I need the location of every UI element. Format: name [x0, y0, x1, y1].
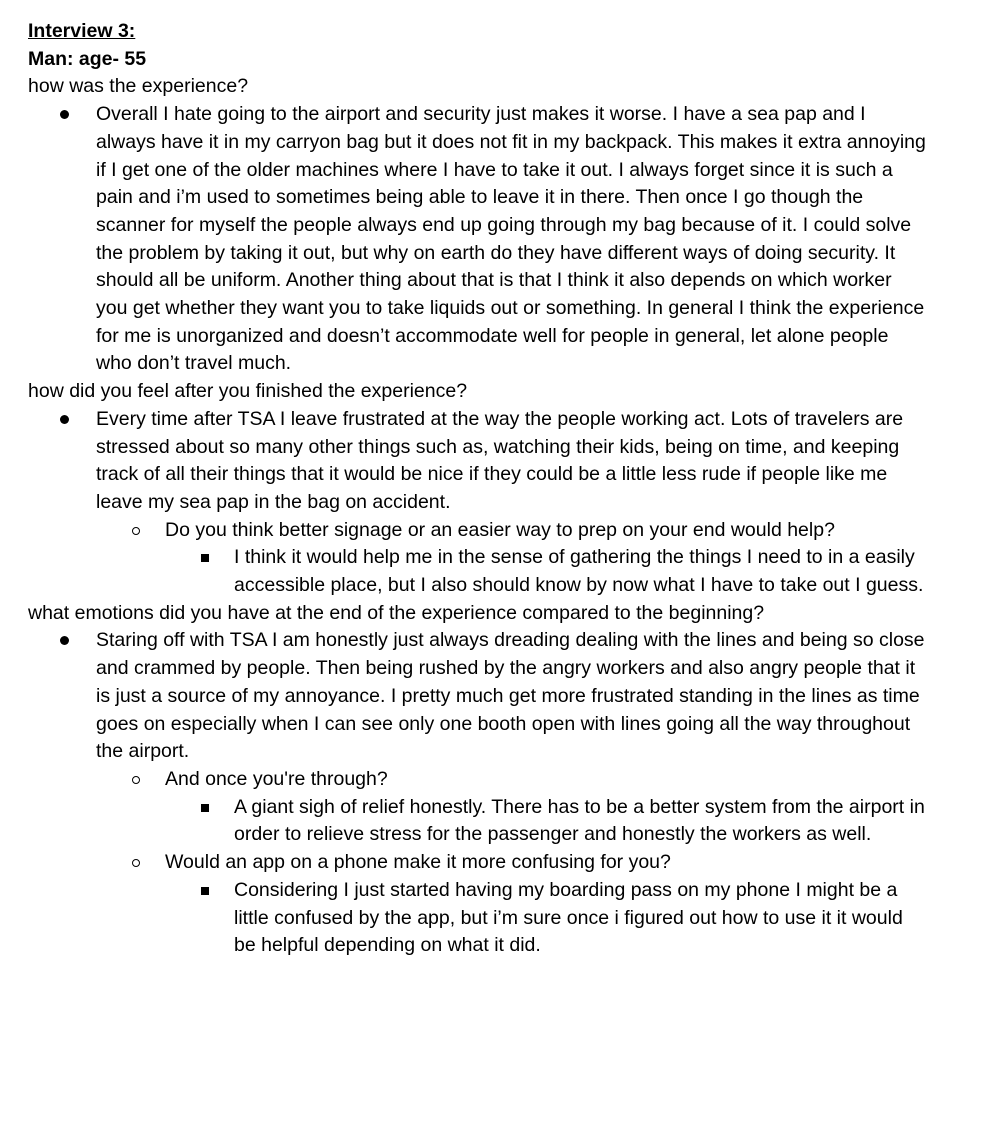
- square-bullet-icon: [201, 544, 211, 572]
- answer-item: [28, 101, 928, 378]
- filled-bullet-icon: [60, 406, 70, 434]
- square-bullet-icon: [201, 877, 211, 905]
- answer-list: [28, 101, 928, 378]
- followup-answer-item: [165, 794, 928, 849]
- followup-list: [96, 766, 928, 960]
- answer-text: Every time after TSA I leave frustrated at the way the people working act. Lots of travelers are stressed about so many other things such as, watching their kids, being on time, and keeping track of all their things that it would be nice if they could be a little less rude if people like me leave my sea pap in the bag on accident.: [96, 407, 904, 513]
- answer-list: [28, 627, 928, 959]
- followup-answer-list: [165, 544, 928, 599]
- followup-answer-list: [165, 877, 928, 960]
- followup-list: [96, 517, 928, 600]
- answer-text: Staring off with TSA I am honestly just always dreading dealing with the lines and being so close and crammed by people. Then being rushed by the angry workers and also angry people that it is just a source of my annoyance. I pretty much get more frustrated standing in the lines as time goes on especially when I can see only one booth open with lines going all the way throughout the airport.: [96, 629, 925, 763]
- filled-bullet-icon: [60, 101, 70, 129]
- followup-item: [96, 517, 928, 600]
- hollow-bullet-icon: [132, 766, 142, 794]
- followup-answer: Considering I just started having my boarding pass on my phone I might be a little confused by the app, but i’m sure once i figured out how to use it it would be helpful depending on what it did.: [234, 878, 903, 957]
- followup-item: [96, 766, 928, 849]
- section-question: how did you feel after you finished the experience?: [28, 380, 468, 403]
- document-page: [28, 18, 928, 960]
- answer-text: Overall I hate going to the airport and security just makes it worse. I have a sea pap and I always have it in my carryon bag but it does not fit in my backpack. This makes it extra annoying if I get one of the older machines where I have to take it out. I always forget since it is such a pain and i’m used to sometimes being able to leave it in there. Then once I go though the scanner for myself the people always end up going through my bag because of it. I could solve the problem by taking it out, but why on earth do they have different ways of doing security. It should all be uniform. Another thing about that is that I think it also depends on which worker you get whether they want you to take liquids out or something. In general I think the experience for me is unorganized and doesn’t accommodate well for people in general, let alone people who don’t travel much.: [96, 103, 926, 375]
- document-title: Interview 3:: [28, 20, 136, 42]
- followup-answer: I think it would help me in the sense of gathering the things I need to in a easily accessible place, but I also should know by now what I have to take out I guess.: [234, 546, 924, 597]
- hollow-bullet-icon: [132, 849, 142, 877]
- followup-answer-item: [165, 877, 928, 960]
- square-bullet-icon: [201, 794, 211, 822]
- answer-item: [28, 627, 928, 959]
- answer-item: [28, 406, 928, 600]
- followup-answer-item: [165, 544, 928, 599]
- section-question: what emotions did you have at the end of the experience compared to the beginning?: [28, 601, 765, 624]
- hollow-bullet-icon: [132, 517, 142, 545]
- followup-answer-list: [165, 794, 928, 849]
- answer-list: [28, 406, 928, 600]
- section-question: how was the experience?: [28, 75, 249, 98]
- interviewee-label: Man: age- 55: [28, 47, 147, 70]
- filled-bullet-icon: [60, 627, 70, 655]
- followup-answer: A giant sigh of relief honestly. There has to be a better system from the airport in order to relieve stress for the passenger and honestly the workers as well.: [234, 795, 925, 846]
- followup-question: Would an app on a phone make it more confusing for you?: [165, 851, 671, 874]
- followup-question: And once you're through?: [165, 767, 388, 790]
- followup-item: [96, 849, 928, 960]
- followup-question: Do you think better signage or an easier way to prep on your end would help?: [165, 518, 835, 541]
